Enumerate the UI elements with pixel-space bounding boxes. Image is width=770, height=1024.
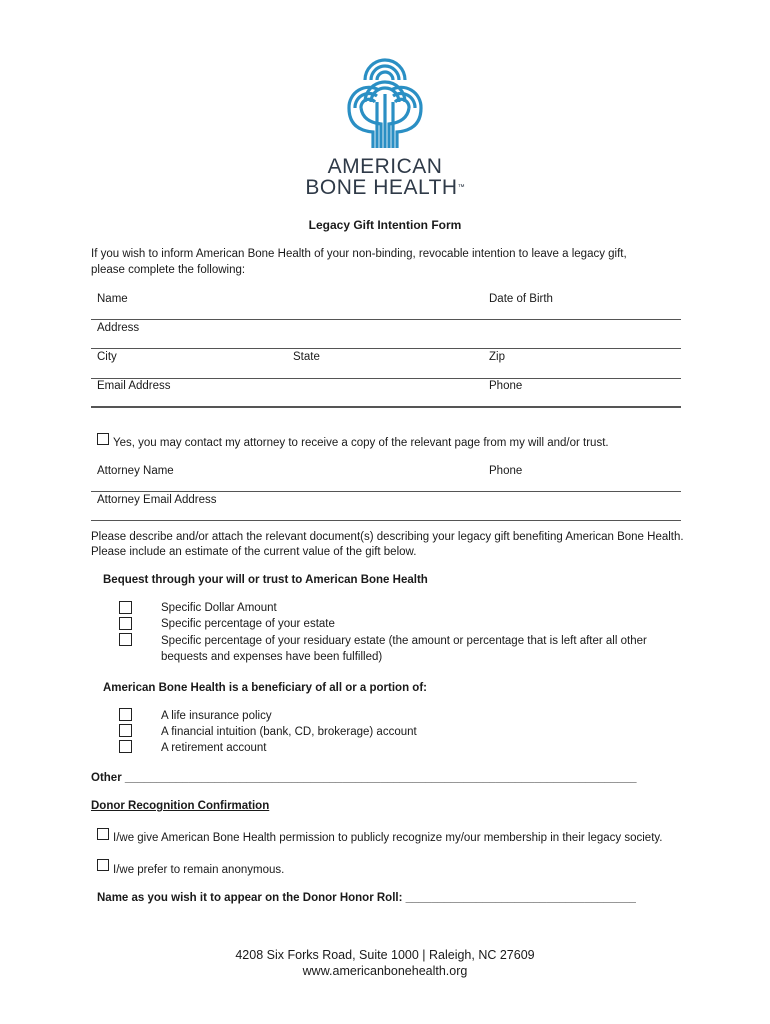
attorney-name-label: Attorney Name (97, 465, 174, 477)
email-label: Email Address (97, 380, 171, 392)
attorney-name-field-line[interactable] (91, 491, 681, 492)
phone-label: Phone (489, 380, 523, 392)
tree-logo-icon (335, 50, 435, 150)
email-field-line[interactable] (91, 406, 681, 408)
city-field-line[interactable] (91, 378, 681, 379)
beneficiary-insurance-checkbox[interactable] (119, 708, 132, 721)
intro-line-1: If you wish to inform American Bone Health of your non-binding, revocable intention to leave a legacy gift, (91, 248, 627, 260)
attorney-phone-label: Phone (489, 465, 523, 477)
recognition-permission-checkbox[interactable] (97, 828, 109, 840)
beneficiary-option-retirement: A retirement account (161, 742, 267, 754)
bequest-option-estate-percent: Specific percentage of your estate (161, 618, 335, 630)
beneficiary-option-financial: A financial intuition (bank, CD, brokerage) account (161, 726, 417, 738)
attorney-consent-label: Yes, you may contact my attorney to receive a copy of the relevant page from my will and/or trust. (113, 437, 609, 449)
honor-roll-name-field[interactable]: Name as you wish it to appear on the Donor Honor Roll: ____________________________________ (97, 892, 636, 904)
address-label: Address (97, 322, 140, 334)
describe-line-2: Please include an estimate of the current value of the gift below. (91, 546, 417, 558)
other-field[interactable]: Other ________________________________________________________________________________ (91, 772, 637, 784)
city-label: City (97, 351, 117, 363)
describe-line-1: Please describe and/or attach the relevant document(s) describing your legacy gift benefiting American Bone Health. (91, 531, 684, 543)
dob-label: Date of Birth (489, 293, 553, 305)
bequest-option-residuary-cont: bequests and expenses have been fulfilled) (161, 651, 383, 663)
footer-address: 4208 Six Forks Road, Suite 1000 | Raleigh, NC 27609 (235, 948, 535, 962)
bequest-option-dollar: Specific Dollar Amount (161, 602, 277, 614)
recognition-permission-label: I/we give American Bone Health permission to publicly recognize my/our membership in their legacy society. (113, 832, 663, 844)
bequest-estate-percent-checkbox[interactable] (119, 617, 132, 630)
bequest-residuary-checkbox[interactable] (119, 633, 132, 646)
name-field-line[interactable] (91, 319, 681, 320)
logo (335, 50, 435, 150)
trademark-mark: ™ (457, 184, 465, 191)
footer-website[interactable]: www.americanbonehealth.org (302, 964, 468, 978)
logo-wordmark-line1: AMERICAN (327, 155, 443, 178)
beneficiary-heading: American Bone Health is a beneficiary of all or a portion of: (103, 682, 427, 694)
attorney-email-label: Attorney Email Address (97, 494, 217, 506)
zip-label: Zip (489, 351, 505, 363)
bequest-option-residuary: Specific percentage of your residuary estate (the amount or percentage that is left after all other (161, 635, 647, 647)
bequest-heading: Bequest through your will or trust to American Bone Health (103, 574, 428, 586)
attorney-consent-checkbox[interactable] (97, 433, 109, 445)
beneficiary-option-insurance: A life insurance policy (161, 710, 272, 722)
form-title: Legacy Gift Intention Form (308, 218, 462, 232)
logo-wordmark-text: BONE HEALTH (305, 176, 458, 199)
intro-line-2: please complete the following: (91, 264, 246, 276)
beneficiary-financial-checkbox[interactable] (119, 724, 132, 737)
name-label: Name (97, 293, 128, 305)
beneficiary-retirement-checkbox[interactable] (119, 740, 132, 753)
state-label: State (293, 351, 320, 363)
logo-wordmark-line2 (290, 177, 480, 199)
recognition-heading: Donor Recognition Confirmation (91, 800, 270, 812)
recognition-anonymous-label: I/we prefer to remain anonymous. (113, 864, 285, 876)
bequest-dollar-checkbox[interactable] (119, 601, 132, 614)
attorney-email-field-line[interactable] (91, 520, 681, 521)
address-field-line[interactable] (91, 348, 681, 349)
recognition-anonymous-checkbox[interactable] (97, 859, 109, 871)
